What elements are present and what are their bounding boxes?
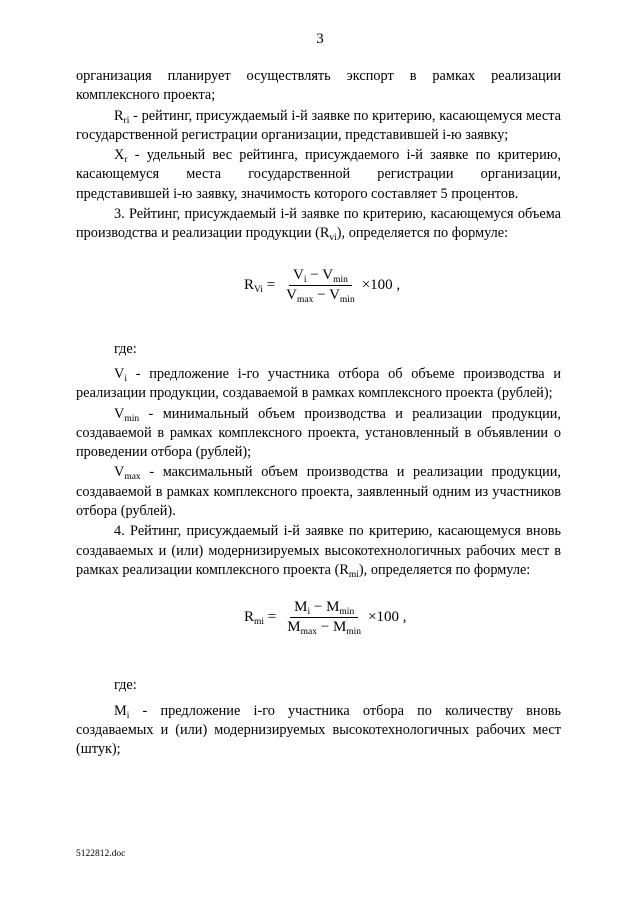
file-name-footer: 5122812.doc — [76, 849, 126, 859]
formula-denominator: $V_{max} - V_{min}$ — [286, 286, 355, 305]
where-label: где: — [114, 677, 137, 694]
paragraph-export: организация планирует осуществлять экспорт в рамках реализации комплексного проекта; — [76, 68, 561, 104]
formula-fraction — [283, 599, 365, 636]
clause-4: 4. Рейтинг, присуждаемый i-й заявке по критерию, касающемуся вновь создаваемых и (или) модернизируемых высокотехнологичных рабочих мест в рамках реализации комплексного проекта $(R_{mi})$, определяется по формуле: — [76, 523, 561, 580]
formula-multiplier: ×100 , — [361, 276, 401, 293]
page-number: 3 — [316, 31, 324, 47]
document-body — [76, 67, 561, 760]
definition-r-ri: $R_{ri}$ - рейтинг, присуждаемый i-й заявке по критерию, касающемуся места государственной регистрации организации, представившей i-ю заявку; — [76, 107, 561, 143]
definition-v-i: $V_i$ - предложение i-го участника отбора об объеме производства и реализации продукции, создаваемой в рамках комплексного проекта (рублей); — [76, 365, 561, 402]
definition-m-i: $M_i$ - предложение i-го участника отбора по количеству вновь создаваемых и (или) модернизируемых высокотехнологичных рабочих мест (штук); — [76, 702, 561, 758]
formula-numerator: $M_i - M_{min}$ — [290, 599, 358, 618]
formula-numerator: $V_i - V_{min}$ — [289, 267, 352, 286]
definition-v-max: $V_{max}$ - максимальный объем производства и реализации продукции, создаваемой в рамках комплексного проекта, заявленный одним из участников отбора (рублей). — [76, 464, 561, 520]
formula-lhs: $R_{Vi}$ = — [244, 276, 276, 295]
formula-multiplier: ×100 , — [368, 609, 407, 626]
formula-r-vi — [76, 245, 561, 318]
clause-3: 3. Рейтинг, присуждаемый i-й заявке по критерию, касающемуся объема производства и реализации продукции $(R_{vi})$, определяется по формуле: — [76, 206, 561, 244]
formula-lhs: $R_{mi}$ = — [244, 609, 277, 628]
where-label: где: — [114, 340, 137, 357]
definition-v-min: $V_{min}$ - минимальный объем производства и реализации продукции, создаваемой в рамках комплексного проекта, установленный в объявлении о проведении отбора (рублей); — [76, 405, 561, 461]
formula-fraction — [282, 267, 359, 304]
formula-denominator: $M_{max} - M_{min}$ — [287, 619, 362, 638]
definition-x-r: $X_r$ - удельный вес рейтинга, присуждаемого i-й заявке по критерию, касающемуся места государственной регистрации организации, представившей i-ю заявку, значимость которого составляет 5 процентов. — [76, 147, 561, 202]
formula-r-mi — [76, 581, 561, 654]
